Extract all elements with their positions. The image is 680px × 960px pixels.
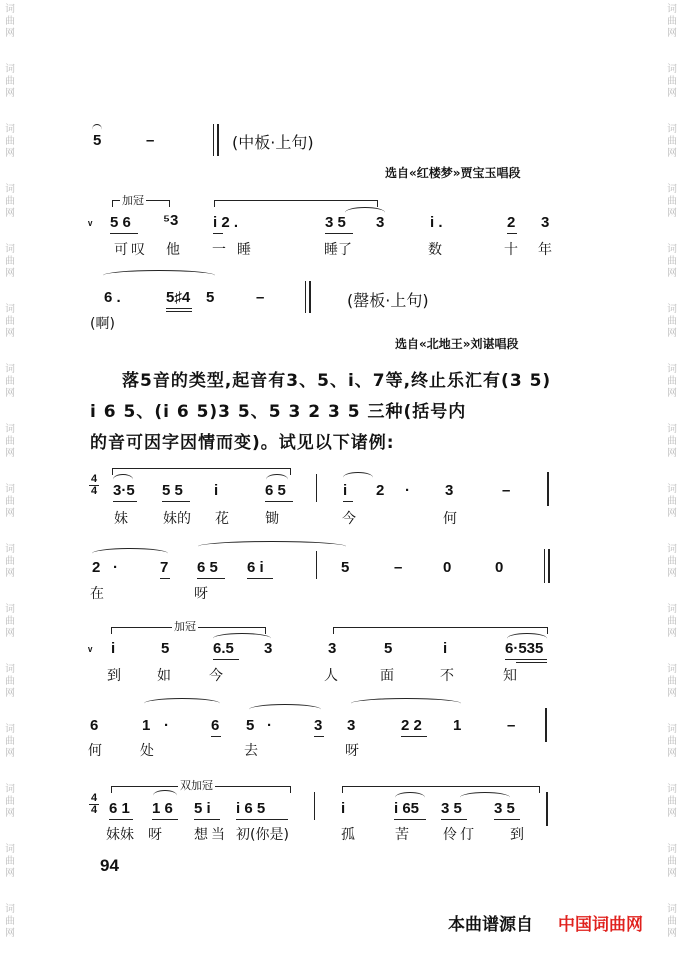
underline xyxy=(507,233,517,234)
underline xyxy=(343,501,353,502)
note: 6 . xyxy=(104,289,121,306)
watermark-text: 词 曲 网 xyxy=(5,304,15,339)
note: 5 i xyxy=(194,800,211,817)
watermark-text: 词 曲 网 xyxy=(5,664,15,699)
slur xyxy=(92,548,168,559)
lyric: 睡了 xyxy=(324,242,352,258)
lyric: 去 xyxy=(244,743,258,759)
time-signature xyxy=(89,474,99,497)
underline xyxy=(265,501,293,502)
lyric: 伶仃 xyxy=(443,827,477,843)
slur xyxy=(343,472,373,483)
watermark-text: 词 曲 网 xyxy=(667,124,677,159)
note: 3 xyxy=(376,214,385,231)
underline xyxy=(213,233,223,234)
double-barline xyxy=(305,281,311,313)
note: 6 1 xyxy=(109,800,130,817)
underline xyxy=(494,819,520,820)
bracket xyxy=(112,468,291,475)
note: 3 xyxy=(264,640,273,657)
underline xyxy=(194,819,220,820)
note: · xyxy=(267,717,272,734)
underline xyxy=(166,308,192,309)
bracket xyxy=(214,200,378,207)
lyric: 妹妹 xyxy=(106,827,134,843)
watermark-text: 词 曲 网 xyxy=(667,844,677,879)
lyric: 初(你是) xyxy=(236,827,289,843)
lyric: 如 xyxy=(157,668,171,684)
note: 5 xyxy=(206,289,215,306)
note: 2 xyxy=(507,214,516,231)
watermark-text: 词 曲 网 xyxy=(5,4,15,39)
barline xyxy=(546,792,548,826)
note: 7 xyxy=(160,559,169,576)
lyric: 在 xyxy=(90,586,104,602)
lyric: 锄 xyxy=(265,511,279,527)
underline xyxy=(162,501,190,502)
watermark-text: 词 曲 网 xyxy=(667,244,677,279)
note: – xyxy=(507,717,516,734)
paragraph-line: i 6 5、(i 6 5)3 5、5 3 2 3 5 三种(括号内 xyxy=(90,402,467,422)
lyric: 何 xyxy=(443,511,457,527)
lyric: 处 xyxy=(140,743,154,759)
watermark-text: 词 曲 网 xyxy=(667,784,677,819)
paragraph-line: 的音可因字因情而变)。试见以下诸例: xyxy=(90,433,395,453)
underline xyxy=(211,736,221,737)
note: 6 5 xyxy=(265,482,286,499)
page-number: 94 xyxy=(100,856,119,875)
note: 3 5 xyxy=(325,214,346,231)
note: 2 xyxy=(376,482,385,499)
note: 6 i xyxy=(247,559,264,576)
watermark-text: 词 曲 网 xyxy=(667,904,677,939)
note: ⁵3 xyxy=(163,212,179,229)
underline xyxy=(247,578,273,579)
underline xyxy=(197,578,225,579)
slur xyxy=(351,698,461,709)
watermark-text: 词 曲 网 xyxy=(667,4,677,39)
note: i xyxy=(443,640,448,657)
note: 0 xyxy=(443,559,452,576)
lyric: 知 xyxy=(503,668,517,684)
watermark-text: 词 曲 网 xyxy=(667,64,677,99)
note: i xyxy=(341,800,346,817)
lyric: 睡 xyxy=(237,242,251,258)
lyric: 孤 xyxy=(341,827,355,843)
lyric: 妹 xyxy=(114,511,128,527)
watermark-text: 词 曲 网 xyxy=(5,844,15,879)
note: – xyxy=(146,132,155,149)
underline xyxy=(160,578,170,579)
note: 6 5 xyxy=(197,559,218,576)
underline xyxy=(394,819,426,820)
lyric: 他 xyxy=(166,242,180,258)
note: 3 5 xyxy=(441,800,462,817)
underline xyxy=(110,233,138,234)
watermark-text: 词 曲 网 xyxy=(667,424,677,459)
barline xyxy=(545,708,547,742)
note: 5 xyxy=(93,132,102,149)
note: 3 xyxy=(314,717,323,734)
note: 1 xyxy=(142,717,151,734)
double-barline xyxy=(544,549,550,583)
slur xyxy=(144,698,220,709)
note: i xyxy=(214,482,219,499)
lyric: 一 xyxy=(212,242,226,258)
lyric: 苦 xyxy=(395,827,409,843)
lyric: 呀 xyxy=(148,827,162,843)
watermark-text: 词 曲 网 xyxy=(5,64,15,99)
note: 6 xyxy=(211,717,220,734)
lyric: 到 xyxy=(107,668,121,684)
source-caption: 选自«北地王»刘谌唱段 xyxy=(395,337,519,351)
note: – xyxy=(502,482,511,499)
lyric: 人 xyxy=(324,668,338,684)
time-bottom: 4 xyxy=(90,804,98,816)
underline xyxy=(236,819,288,820)
sanban-mark: ᵥ xyxy=(88,640,93,654)
underline xyxy=(213,659,239,660)
barline xyxy=(316,474,317,502)
watermark-text: 词 曲 网 xyxy=(5,724,15,759)
underline xyxy=(441,819,467,820)
watermark-text: 词 曲 网 xyxy=(5,784,15,819)
note: 5 5 xyxy=(162,482,183,499)
note: – xyxy=(256,289,265,306)
note: 5 6 xyxy=(110,214,131,231)
note: 6·535 xyxy=(505,640,544,657)
footer-source-label: 本曲谱源自 xyxy=(448,915,533,935)
underline xyxy=(325,233,353,234)
lyric: 今 xyxy=(209,668,223,684)
watermark-text: 词 曲 网 xyxy=(5,184,15,219)
watermark-text: 词 曲 网 xyxy=(667,724,677,759)
barline xyxy=(314,792,315,820)
lyric: 到 xyxy=(510,827,524,843)
note: 6 xyxy=(90,717,99,734)
underline xyxy=(113,501,137,502)
tempo-label: (中板·上句) xyxy=(232,133,314,152)
slur xyxy=(103,270,215,281)
double-barline xyxy=(213,124,219,156)
watermark-text: 词 曲 网 xyxy=(667,364,677,399)
note: i xyxy=(111,640,116,657)
bracket-label: 加冠 xyxy=(122,194,144,207)
note: – xyxy=(394,559,403,576)
note: · xyxy=(113,559,118,576)
note: 5 xyxy=(384,640,393,657)
watermark-text: 词 曲 网 xyxy=(5,484,15,519)
note: 3 xyxy=(541,214,550,231)
tempo-label: (罄板·上句) xyxy=(347,291,429,310)
time-bottom: 4 xyxy=(90,485,98,497)
watermark-text: 词 曲 网 xyxy=(667,484,677,519)
lyric: 何 xyxy=(88,743,102,759)
footer-site-link[interactable]: 中国词曲网 xyxy=(558,915,643,935)
underline xyxy=(109,819,133,820)
lyric: 面 xyxy=(380,668,394,684)
note: 5 xyxy=(246,717,255,734)
underline xyxy=(516,662,547,663)
note: 6.5 xyxy=(213,640,234,657)
lyric: 可叹 xyxy=(114,242,148,258)
note: 1 6 xyxy=(152,800,173,817)
sanban-mark: ᵥ xyxy=(88,214,93,228)
note: 1 xyxy=(453,717,462,734)
slur xyxy=(198,541,346,552)
watermark-text: 词 曲 网 xyxy=(667,664,677,699)
lyric: 花 xyxy=(215,511,229,527)
note: 3 5 xyxy=(494,800,515,817)
bracket-label: 加冠 xyxy=(174,620,196,633)
lyric: 数 xyxy=(428,242,442,258)
underline xyxy=(401,736,427,737)
underline xyxy=(505,659,547,660)
watermark-text: 词 曲 网 xyxy=(5,124,15,159)
bracket xyxy=(342,786,540,793)
lyric: 妹的 xyxy=(163,511,191,527)
note: i . xyxy=(430,214,443,231)
underline xyxy=(152,819,178,820)
note: 5 xyxy=(341,559,350,576)
note: 3 xyxy=(445,482,454,499)
watermark-text: 词 曲 网 xyxy=(5,424,15,459)
note: i xyxy=(343,482,348,499)
note: 3·5 xyxy=(113,482,135,499)
note: 3 xyxy=(347,717,356,734)
note: · xyxy=(164,717,169,734)
time-signature xyxy=(89,793,99,816)
note: 2 2 xyxy=(401,717,422,734)
lyric: 十 xyxy=(504,242,518,258)
time-top: 4 xyxy=(90,792,98,804)
barline xyxy=(547,472,549,506)
slur xyxy=(249,704,321,715)
note: 0 xyxy=(495,559,504,576)
watermark-text: 词 曲 网 xyxy=(5,604,15,639)
time-top: 4 xyxy=(90,473,98,485)
note: 5♯4 xyxy=(166,289,191,306)
underline xyxy=(166,311,192,312)
note: i 6 5 xyxy=(236,800,266,817)
source-caption: 选自«红楼梦»贾宝玉唱段 xyxy=(385,166,521,180)
watermark-text: 词 曲 网 xyxy=(667,304,677,339)
note: i 2 . xyxy=(213,214,239,231)
lyric: 呀 xyxy=(345,743,359,759)
watermark-text: 词 曲 网 xyxy=(667,184,677,219)
note: 3 xyxy=(328,640,337,657)
note: i 65 xyxy=(394,800,420,817)
note: 2 xyxy=(92,559,101,576)
lyric: 呀 xyxy=(194,586,208,602)
note: 5 xyxy=(161,640,170,657)
lyric: 不 xyxy=(440,668,454,684)
watermark-text: 词 曲 网 xyxy=(5,904,15,939)
paragraph-line: 落5音的类型,起音有3、5、i、7等,终止乐汇有(3 5) xyxy=(122,371,552,391)
bracket-label: 双加冠 xyxy=(180,779,213,792)
watermark-text: 词 曲 网 xyxy=(5,544,15,579)
underline xyxy=(314,736,324,737)
lyric: (啊) xyxy=(90,316,115,332)
lyric: 今 xyxy=(342,511,356,527)
lyric: 想当 xyxy=(194,827,228,843)
note: · xyxy=(405,482,410,499)
barline xyxy=(316,551,317,579)
watermark-text: 词 曲 网 xyxy=(667,604,677,639)
watermark-text: 词 曲 网 xyxy=(5,364,15,399)
watermark-text: 词 曲 网 xyxy=(5,244,15,279)
lyric: 年 xyxy=(538,242,552,258)
watermark-text: 词 曲 网 xyxy=(667,544,677,579)
